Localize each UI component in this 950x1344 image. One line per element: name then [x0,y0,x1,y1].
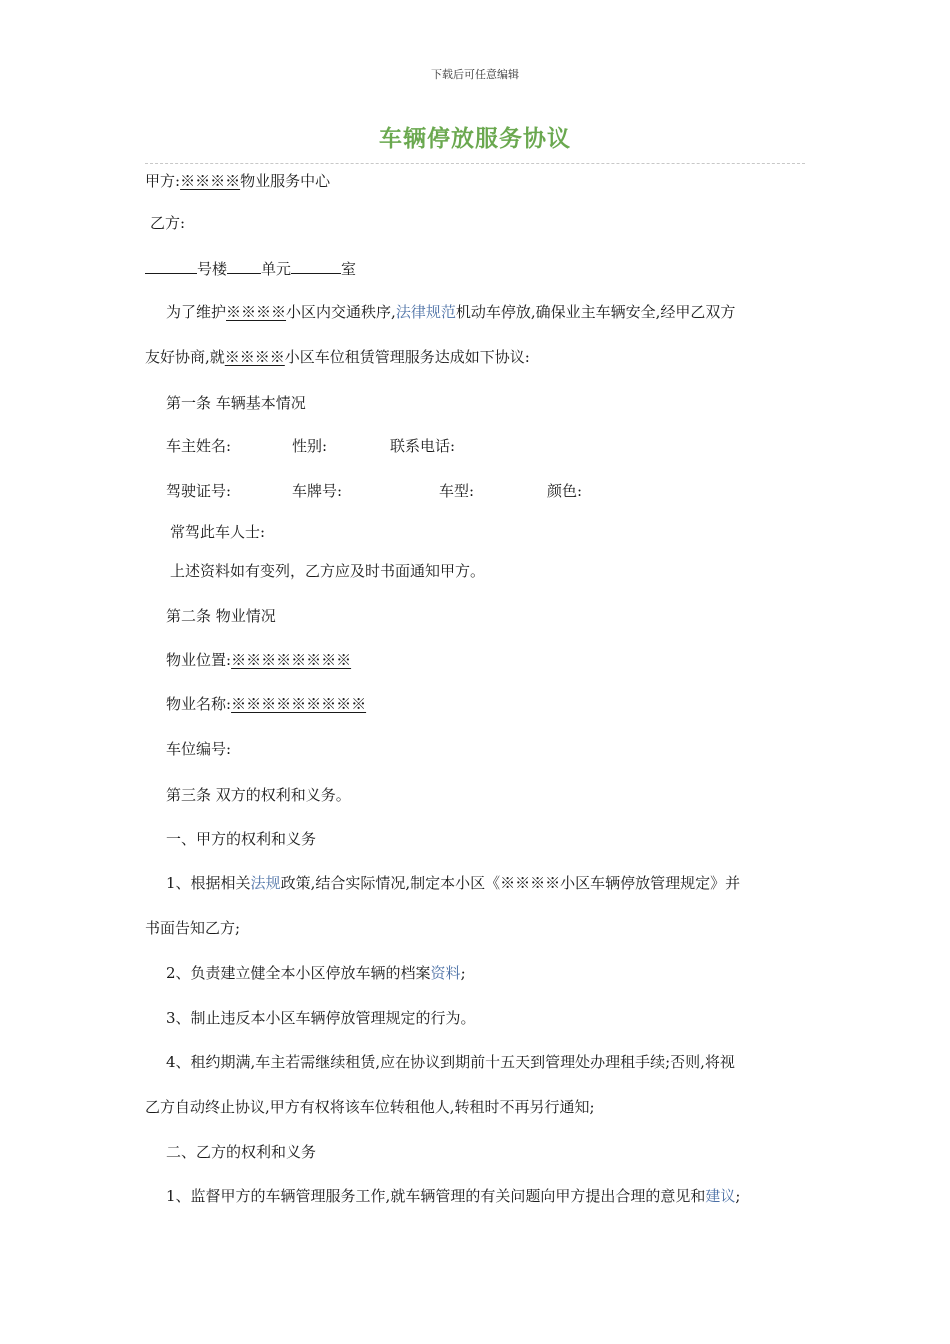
license-label: 驾驶证号: [166,482,232,500]
duty-a3-line: 3、制止违反本小区车辆停放管理规定的行为。 [166,1009,476,1027]
unit-blank[interactable] [227,259,261,274]
duty-text: 1、监督甲方的车辆管理服务工作,就车辆管理的有关问题向甲方提出合理的意见和 [166,1187,706,1205]
building-label: 号楼 [197,260,228,278]
duty-a4-line-2: 乙方自动终止协议,甲方有权将该车位转租他人,转租时不再另行通知; [145,1098,595,1116]
title-divider [145,163,805,164]
model-label: 车型: [439,482,475,500]
intro-mark: ※※※※ [224,348,285,366]
duty-text: ; [735,1187,741,1205]
property-location-label: 物业位置: [166,651,232,669]
party-a-mark: ※※※※ [180,172,241,190]
intro-text: 友好协商,就 [145,348,225,366]
property-name-line [166,694,366,714]
document-title: 车辆停放服务协议 [379,126,571,152]
duty-a2-line [166,963,466,983]
party-b-duties-heading: 二、乙方的权利和义务 [166,1143,317,1161]
change-notice: 上述资料如有变列，乙方应及时书面通知甲方。 [170,562,486,580]
party-b-label: 乙方: [150,214,186,232]
duty-text: 2、负责建立健全本小区停放车辆的档案 [166,964,431,982]
article-3-heading: 第三条 双方的权利和义务。 [166,786,351,804]
duty-text: ; [460,964,466,982]
color-label: 颜色: [547,482,583,500]
plate-label: 车牌号: [292,482,343,500]
article-1-heading: 第一条 车辆基本情况 [166,394,306,412]
intro-line-1 [166,302,735,322]
duty-a1-line-2: 书面告知乙方; [145,919,241,937]
property-location-value: ※※※※※※※※ [231,651,352,669]
address-line [145,259,356,279]
duty-a4-line-1: 4、租约期满,车主若需继续租赁,应在协议到期前十五天到管理处办理租手续;否则,将视 [166,1053,735,1071]
duty-b1-line [166,1186,740,1206]
intro-line-2 [145,347,530,367]
owner-name-label: 车主姓名: [166,437,232,455]
intro-text: 为了维护 [166,303,227,321]
intro-text: 小区内交通秩序, [286,303,396,321]
records-link[interactable]: 资料 [430,964,461,982]
suggestion-link[interactable]: 建议 [705,1187,736,1205]
law-link[interactable]: 法律规范 [395,303,456,321]
header-note: 下载后可任意编辑 [431,68,519,81]
room-blank[interactable] [291,259,341,274]
duty-a1-line-1 [166,873,740,893]
duty-text: 1、根据相关 [166,874,251,892]
intro-mark: ※※※※ [226,303,287,321]
drivers-label: 常驾此车人士: [170,523,266,541]
building-blank[interactable] [145,259,197,274]
party-a-name: 物业服务中心 [240,172,331,190]
property-name-label: 物业名称: [166,695,232,713]
party-a-duties-heading: 一、甲方的权利和义务 [166,830,317,848]
property-name-value: ※※※※※※※※※ [231,695,367,713]
intro-text: 机动车停放,确保业主车辆安全,经甲乙双方 [455,303,736,321]
parking-space-label: 车位编号: [166,740,232,758]
duty-text: 政策,结合实际情况,制定本小区《※※※※小区车辆停放管理规定》并 [280,874,741,892]
intro-text: 小区车位租赁管理服务达成如下协议: [284,348,530,366]
party-a-line [145,171,330,191]
room-label: 室 [341,260,357,278]
property-location-line [166,650,351,670]
regulation-link[interactable]: 法规 [250,874,281,892]
party-a-label: 甲方: [145,172,181,190]
unit-label: 单元 [261,260,292,278]
phone-label: 联系电话: [390,437,456,455]
article-2-heading: 第二条 物业情况 [166,607,276,625]
gender-label: 性别: [292,437,328,455]
